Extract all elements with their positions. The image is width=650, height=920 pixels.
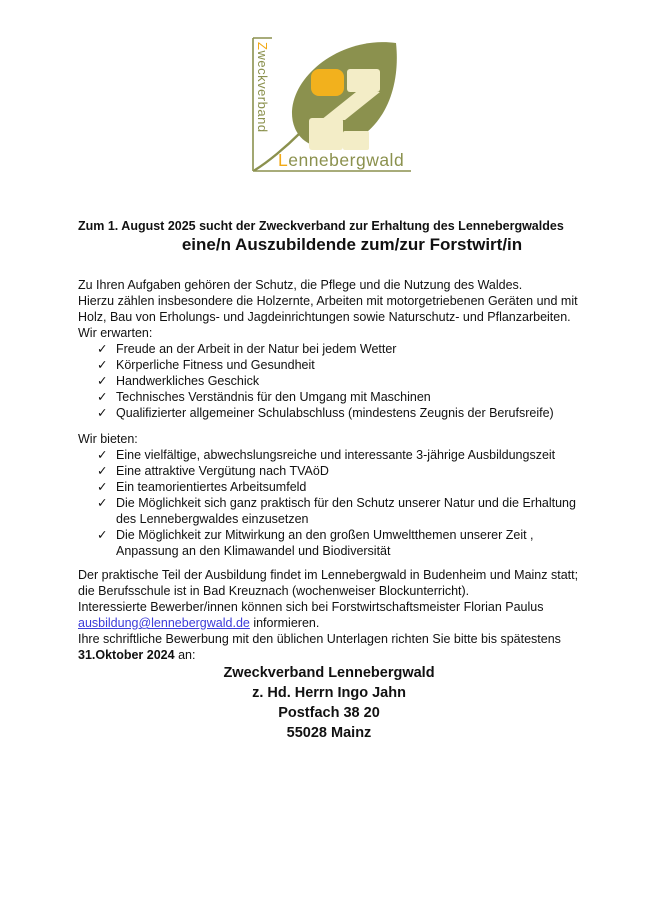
- postal-address-block: [78, 663, 580, 743]
- offer-label: Wir bieten:: [78, 432, 138, 446]
- z-bottom-block: [309, 118, 343, 150]
- checkmark-icon: ✓: [97, 528, 108, 542]
- z-top-bar: [347, 69, 380, 92]
- contact-text-before: Interessierte Bewerber/innen können sich bei Forstwirtschaftsmeister Florian Paulus: [78, 600, 544, 614]
- address-line-attn: z. Hd. Herrn Ingo Jahn: [252, 685, 406, 701]
- list-item-text: Technisches Verständnis für den Umgang mit Maschinen: [116, 390, 431, 404]
- contact-paragraph: [78, 599, 580, 631]
- list-item-text: Die Möglichkeit sich ganz praktisch für den Schutz unserer Natur und die Erhaltung des Lennebergwaldes einzusetzen: [116, 496, 576, 526]
- bottom-wordmark-rest: ennebergwald: [288, 150, 405, 170]
- address-line-city: 55028 Mainz: [286, 725, 372, 741]
- list-item: [78, 495, 580, 527]
- list-item: [78, 373, 580, 389]
- address-line-org: Zweckverband Lennebergwald: [223, 665, 435, 681]
- expect-list: [78, 341, 580, 421]
- list-item: [78, 527, 580, 559]
- bottom-wordmark-initial: L: [278, 150, 289, 170]
- checkmark-icon: ✓: [97, 390, 108, 404]
- job-title-heading: eine/n Auszubildende zum/zur Forstwirt/in: [181, 235, 523, 254]
- checkmark-icon: ✓: [97, 464, 108, 478]
- z-bottom-foot: [343, 131, 369, 150]
- list-item-text: Die Möglichkeit zur Mitwirkung an den großen Umweltthemen unserer Zeit , Anpassung an den Klimawandel und Biodiversität: [116, 528, 534, 558]
- vertical-wordmark: [255, 42, 270, 133]
- job-posting-body: [78, 218, 580, 743]
- list-item: [78, 479, 580, 495]
- tasks-paragraph: Zu Ihren Aufgaben gehören der Schutz, die Pflege und die Nutzung des Waldes.: [78, 278, 523, 292]
- address-line-pobox: Postfach 38 20: [278, 705, 380, 721]
- apply-deadline: 31.Oktober 2024: [78, 648, 175, 662]
- apply-text-before: Ihre schriftliche Bewerbung mit den üblichen Unterlagen richten Sie bitte bis spätestens: [78, 632, 561, 646]
- offer-list: [78, 447, 580, 559]
- expect-label: Wir erwarten:: [78, 326, 153, 340]
- checkmark-icon: ✓: [97, 480, 108, 494]
- list-item: [78, 341, 580, 357]
- vertical-wordmark-initial: Z: [255, 42, 270, 51]
- checkmark-icon: ✓: [97, 448, 108, 462]
- list-item: [78, 447, 580, 463]
- list-item: [78, 389, 580, 405]
- checkmark-icon: ✓: [97, 406, 108, 420]
- apply-text-after: an:: [174, 648, 196, 662]
- contact-email-link[interactable]: ausbildung@lennebergwald.de: [78, 616, 250, 630]
- list-item-text: Qualifizierter allgemeiner Schulabschluss (mindestens Zeugnis der Berufsreife): [116, 406, 554, 420]
- vertical-wordmark-rest: weckverband: [255, 50, 270, 133]
- list-item-text: Ein teamorientiertes Arbeitsumfeld: [116, 480, 307, 494]
- intro-paragraph: Zum 1. August 2025 sucht der Zweckverband zur Erhaltung des Lennebergwaldes: [78, 219, 564, 233]
- list-item-text: Körperliche Fitness und Gesundheit: [116, 358, 315, 372]
- checkmark-icon: ✓: [97, 374, 108, 388]
- list-item-text: Freude an der Arbeit in der Natur bei jedem Wetter: [116, 342, 397, 356]
- checkmark-icon: ✓: [97, 496, 108, 510]
- list-item: [78, 405, 580, 421]
- leaf-logo-icon: [250, 34, 414, 174]
- z-orange-block: [311, 69, 344, 96]
- list-item-text: Eine vielfältige, abwechslungsreiche und interessante 3-jährige Ausbildungszeit: [116, 448, 556, 462]
- list-item-text: Eine attraktive Vergütung nach TVAöD: [116, 464, 329, 478]
- details-paragraph: Hierzu zählen insbesondere die Holzernte, Arbeiten mit motorgetriebenen Geräten und mit Holz, Bau von Erholungs- und Jagdeinrichtungen sowie Naturschutz- und Pflanzarbeiten.: [78, 294, 578, 324]
- checkmark-icon: ✓: [97, 358, 108, 372]
- list-item-text: Handwerkliches Geschick: [116, 374, 260, 388]
- list-item: [78, 463, 580, 479]
- practical-paragraph: Der praktische Teil der Ausbildung findet im Lennebergwald in Budenheim und Mainz statt; die Berufsschule ist in Bad Kreuznach (wochenweiser Blockunterricht).: [78, 568, 579, 598]
- checkmark-icon: ✓: [97, 342, 108, 356]
- apply-paragraph: [78, 631, 580, 663]
- lennebergwald-logo: [250, 34, 414, 174]
- bottom-wordmark: [278, 150, 404, 170]
- list-item: [78, 357, 580, 373]
- contact-text-after: informieren.: [249, 616, 320, 630]
